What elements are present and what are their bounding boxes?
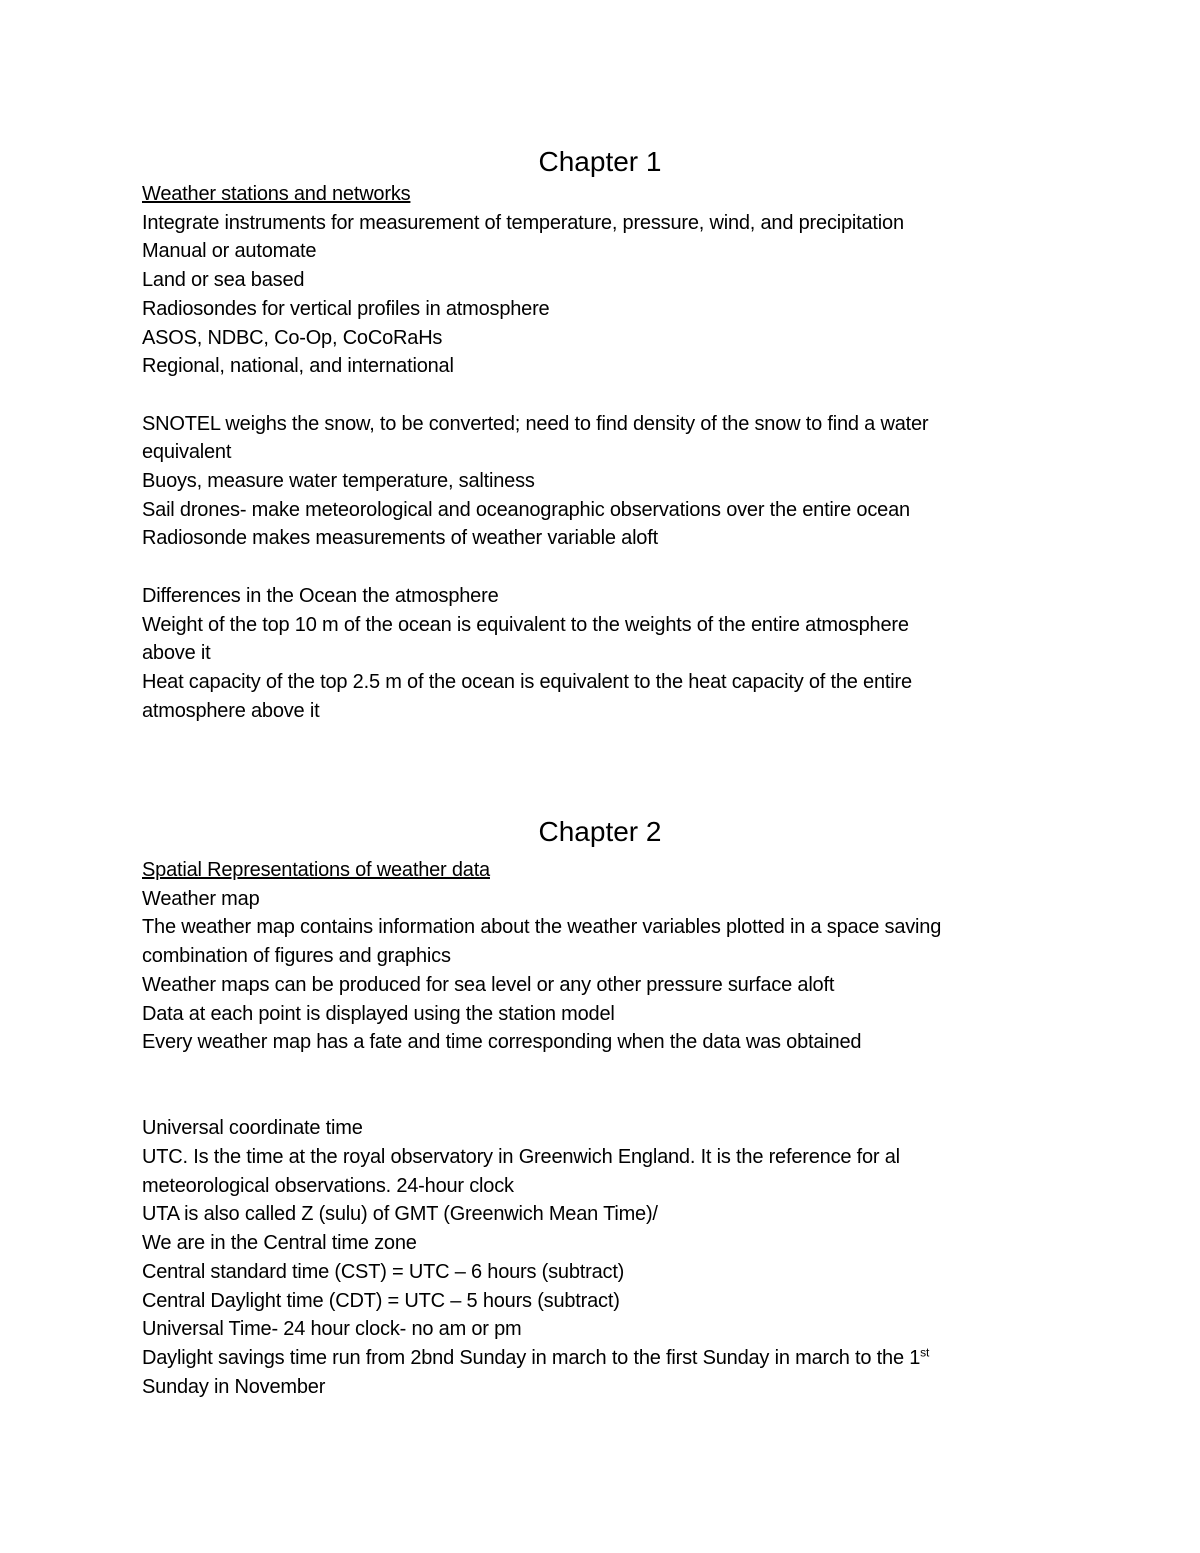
text-line: Universal coordinate time [142,1117,363,1140]
text-line: UTC. Is the time at the royal observatory in Greenwich England. It is the reference for al [142,1146,900,1168]
text-line: Every weather map has a fate and time corresponding when the data was obtained [142,1031,862,1054]
text-line: Central standard time (CST) = UTC – 6 hours (subtract) [142,1260,625,1283]
text-line: Differences in the Ocean the atmosphere [142,584,499,607]
text-line: Radiosonde makes measurements of weather variable aloft [142,527,658,550]
text-line: Weather map [142,887,260,910]
text-line: above it [142,642,211,665]
text-line: Weight of the top 10 m of the ocean is equivalent to the weights of the entire atmosphere [142,613,909,636]
chapter-1-title: Chapter 1 [538,146,662,177]
blank-line [142,1057,1042,1086]
text-line-main: Daylight savings time run from 2bnd Sunday in march to the first Sunday in march to the 1 [142,1346,921,1369]
text-line: combination of figures and graphics [142,945,451,968]
text-line: Land or sea based [142,269,305,292]
text-line: equivalent [142,441,232,464]
text-line: Regional, national, and international [142,355,454,378]
text-line: Sunday in November [142,1375,326,1398]
text-line: SNOTEL weighs the snow, to be converted; need to find density of the snow to find a water [142,412,929,435]
text-line: Sail drones- make meteorological and oceanographic observations over the entire ocean [142,498,910,521]
text-line: Universal Time- 24 hour clock- no am or pm [142,1318,522,1341]
text-line: UTA is also called Z (sulu) of GMT (Greenwich Mean Time)/ [142,1203,658,1226]
chapter-2-body [142,856,1042,1401]
text-line: Weather maps can be produced for sea level or any other pressure surface aloft [142,973,835,996]
chapter-2-title: Chapter 2 [538,816,662,847]
blank-line [142,381,1042,410]
chapter-1-heading: Weather stations and networks [142,183,411,205]
text-line: We are in the Central time zone [142,1232,417,1255]
text-line: The weather map contains information about the weather variables plotted in a space saving [142,916,942,939]
chapter-1-body [142,180,1042,725]
text-line: Heat capacity of the top 2.5 m of the ocean is equivalent to the heat capacity of the entire [142,670,912,693]
blank-line [142,553,1042,582]
text-line: Integrate instruments for measurement of temperature, pressure, wind, and precipitation [142,211,904,234]
superscript: st [920,1345,930,1360]
text-line: Central Daylight time (CDT) = UTC – 5 hours (subtract) [142,1289,620,1312]
text-line: meteorological observations. 24-hour clock [142,1174,514,1197]
text-line: Manual or automate [142,240,317,263]
text-line [142,1344,1042,1373]
text-line: Radiosondes for vertical profiles in atmosphere [142,297,550,320]
blank-line [142,1086,1042,1115]
text-line: Buoys, measure water temperature, saltiness [142,470,535,493]
text-line: Data at each point is displayed using the station model [142,1002,615,1025]
chapter-2-heading: Spatial Representations of weather data [142,859,490,881]
text-line: atmosphere above it [142,699,320,722]
text-line: ASOS, NDBC, Co-Op, CoCoRaHs [142,326,443,349]
